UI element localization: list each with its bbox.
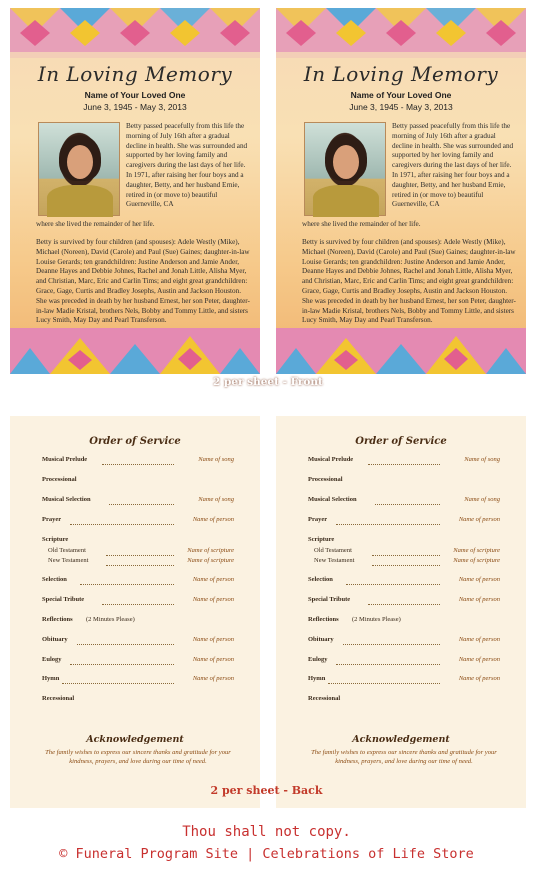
service-item-label: Reflections: [308, 616, 339, 623]
leader-dots: [106, 557, 174, 566]
life-dates: June 3, 1945 - May 3, 2013: [83, 102, 187, 112]
service-row: [42, 476, 234, 486]
service-row: [42, 656, 234, 666]
service-row: [42, 557, 234, 567]
service-item-label: Obituary: [308, 636, 334, 643]
service-row: [308, 536, 500, 546]
service-item-label: Musical Selection: [308, 496, 357, 503]
service-item-note: (2 Minutes Please): [352, 616, 401, 623]
portrait-photo: [304, 122, 386, 216]
service-item-value: Name of person: [192, 576, 234, 583]
service-row: [42, 596, 234, 606]
aztec-band-top: [276, 8, 526, 58]
service-item-value: Name of scripture: [187, 547, 234, 554]
acknowledgement-text: The family wishes to express our sincere thanks and gratitude for your kindness, prayers, and love during our time of need.: [311, 749, 497, 765]
aztec-band-top: [10, 8, 260, 58]
service-item-label: Eulogy: [42, 656, 62, 663]
service-item-label: Musical Prelude: [308, 456, 354, 463]
service-item-value: Name of person: [192, 675, 234, 682]
order-of-service-title: Order of Service: [89, 436, 181, 447]
service-item-label: Old Testament: [48, 547, 86, 554]
service-row: [308, 576, 500, 586]
front-panel-left: [10, 8, 260, 374]
service-item-value: Name of person: [458, 516, 500, 523]
service-item-value: Name of person: [192, 636, 234, 643]
service-item-label: Prayer: [42, 516, 62, 523]
service-item-value: Name of song: [198, 456, 234, 463]
obituary-paragraph-2: Betty is survived by four children (and spouses): Adele Westly (Mike), Michael (Noreen), David (Carole) and Paul (Sue) Gaines; daughter-in-law Louise Gerards; ten grandchildren: Justine Anderson and Jamie Ander, Deanne Hayes and Debbie Johnes, Rachel and Jonah Little, Alisha Myer, and Christian, Marc, Eric and Carlin Tims; and eight great grandchildren: Grace, Gage, Curtis and Bradley Josephs, Austin and Jackson Houston. She was preceded in death by her husband Ernest, her son Peter, daughter-in-law Madie Kristal, brothers Nels, Bobby and Tommy Little, and sisters Lucy Smith, May Day and Pearl Transferson.: [302, 238, 516, 325]
leader-dots: [336, 516, 440, 525]
service-row: [308, 516, 500, 526]
service-row: [42, 516, 234, 526]
leader-dots: [62, 675, 174, 684]
service-item-label: Recessional: [42, 695, 75, 702]
back-panel-left: [10, 416, 260, 808]
service-row: [42, 616, 234, 626]
copy-notice: Thou shall not copy.: [182, 824, 351, 840]
service-row: [42, 496, 234, 506]
leader-dots: [372, 557, 440, 566]
service-item-label: New Testament: [314, 557, 355, 564]
acknowledgement-text: The family wishes to express our sincere thanks and gratitude for your kindness, prayers, and love during our time of need.: [45, 749, 231, 765]
deceased-name: Name of Your Loved One: [84, 90, 186, 100]
service-item-label: Obituary: [42, 636, 68, 643]
leader-dots: [368, 456, 440, 465]
obituary-paragraph-2: Betty is survived by four children (and spouses): Adele Westly (Mike), Michael (Noreen), David (Carole) and Paul (Sue) Gaines; daughter-in-law Louise Gerards; ten grandchildren: Justine Anderson and Jamie Ander, Deanne Hayes and Debbie Johnes, Rachel and Jonah Little, Alisha Myer, and Christian, Marc, Eric and Carlin Tims; and eight great grandchildren: Grace, Gage, Curtis and Bradley Josephs, Austin and Jackson Houston. She was preceded in death by her husband Ernest, her son Peter, daughter-in-law Madie Kristal, brothers Nels, Bobby and Tommy Little, and sisters Lucy Smith, May Day and Pearl Transferson.: [36, 238, 250, 325]
service-item-label: Hymn: [308, 675, 326, 682]
front-panel-right: [276, 8, 526, 374]
service-row: [42, 695, 234, 705]
service-row: [308, 616, 500, 626]
aztec-band-bottom: [10, 328, 260, 374]
service-item-label: Scripture: [42, 536, 69, 543]
leader-dots: [70, 656, 174, 665]
service-row: [308, 636, 500, 646]
service-item-value: Name of person: [458, 596, 500, 603]
memorial-title: In Loving Memory: [37, 62, 233, 86]
service-item-value: Name of song: [464, 496, 500, 503]
leader-dots: [80, 576, 174, 585]
service-row: [42, 576, 234, 586]
leader-dots: [77, 636, 174, 645]
obituary-paragraph-1: Betty passed peacefully from this life the morning of July 16th after a gradual decline in health. She was surrounded and supported by her loving family and caregivers during the last days of her life. In 1971, after raising her four boys and a daughter, Betty, and her husband Ernie, retired in (or move to) beautiful Guerneville, CA: [126, 122, 248, 209]
leader-dots: [102, 596, 174, 605]
back-panel-right: [276, 416, 526, 808]
service-row: [308, 695, 500, 705]
service-row: [42, 456, 234, 466]
service-item-label: Reflections: [42, 616, 73, 623]
service-row: [42, 675, 234, 685]
memorial-title: In Loving Memory: [303, 62, 499, 86]
leader-dots: [109, 496, 174, 505]
leader-dots: [372, 547, 440, 556]
service-item-value: Name of person: [192, 656, 234, 663]
service-item-label: Musical Prelude: [42, 456, 88, 463]
service-item-label: Selection: [42, 576, 67, 583]
leader-dots: [106, 547, 174, 556]
service-item-value: Name of person: [192, 516, 234, 523]
obituary-paragraph-1: Betty passed peacefully from this life the morning of July 16th after a gradual decline in health. She was surrounded and supported by her loving family and caregivers during the last days of her life. In 1971, after raising her four boys and a daughter, Betty, and her husband Ernie, retired in (or move to) beautiful Guerneville, CA: [392, 122, 514, 209]
service-item-label: Eulogy: [308, 656, 328, 663]
service-row: [42, 547, 234, 557]
service-row: [308, 656, 500, 666]
service-item-label: Recessional: [308, 695, 341, 702]
service-item-value: Name of song: [464, 456, 500, 463]
service-item-value: Name of person: [192, 596, 234, 603]
service-item-value: Name of person: [458, 576, 500, 583]
service-item-value: Name of person: [458, 636, 500, 643]
acknowledgement-title: Acknowledgement: [86, 734, 184, 745]
service-item-value: Name of song: [198, 496, 234, 503]
service-row: [308, 476, 500, 486]
service-item-label: Scripture: [308, 536, 335, 543]
leader-dots: [336, 656, 440, 665]
leader-dots: [375, 496, 440, 505]
service-item-label: Musical Selection: [42, 496, 91, 503]
service-item-value: Name of scripture: [187, 557, 234, 564]
service-row: [308, 675, 500, 685]
leader-dots: [70, 516, 174, 525]
service-row: [308, 596, 500, 606]
back-caption: 2 per sheet - Back: [210, 784, 323, 797]
copyright-notice: © Funeral Program Site | Celebrations of Life Store: [59, 846, 474, 862]
order-of-service-title: Order of Service: [355, 436, 447, 447]
service-row: [308, 456, 500, 466]
service-item-label: Old Testament: [314, 547, 352, 554]
service-row: [42, 536, 234, 546]
service-item-label: Special Tribute: [42, 596, 85, 603]
service-item-label: Special Tribute: [308, 596, 351, 603]
service-row: [308, 496, 500, 506]
service-item-note: (2 Minutes Please): [86, 616, 135, 623]
service-row: [308, 557, 500, 567]
service-item-value: Name of person: [458, 656, 500, 663]
leader-dots: [346, 576, 440, 585]
deceased-name: Name of Your Loved One: [350, 90, 452, 100]
front-caption: 2 per sheet - Front: [213, 376, 323, 388]
service-row: [42, 636, 234, 646]
obituary-paragraph-1-end: where she lived the remainder of her life.: [302, 220, 421, 228]
service-item-label: Prayer: [308, 516, 328, 523]
life-dates: June 3, 1945 - May 3, 2013: [349, 102, 453, 112]
service-item-value: Name of scripture: [453, 557, 500, 564]
service-item-label: Selection: [308, 576, 333, 583]
acknowledgement-title: Acknowledgement: [352, 734, 450, 745]
leader-dots: [328, 675, 440, 684]
service-item-value: Name of scripture: [453, 547, 500, 554]
obituary-paragraph-1-end: where she lived the remainder of her life.: [36, 220, 155, 228]
service-item-value: Name of person: [458, 675, 500, 682]
aztec-band-bottom: [276, 328, 526, 374]
service-item-label: Processional: [42, 476, 77, 483]
leader-dots: [343, 636, 440, 645]
service-row: [308, 547, 500, 557]
leader-dots: [102, 456, 174, 465]
service-item-label: Processional: [308, 476, 343, 483]
portrait-photo: [38, 122, 120, 216]
service-item-label: Hymn: [42, 675, 60, 682]
leader-dots: [368, 596, 440, 605]
service-item-label: New Testament: [48, 557, 89, 564]
